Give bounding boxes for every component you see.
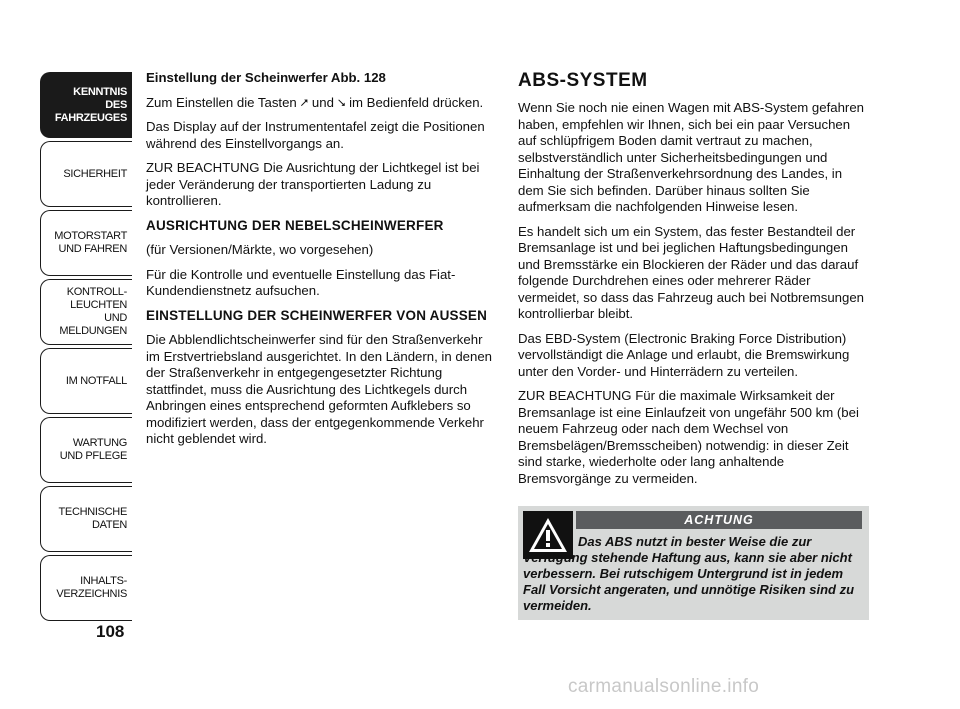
watermark: carmanualsonline.info [568,676,760,697]
paragraph-tasten: Zum Einstellen die Tasten ⭧ und ⭨ im Bedienfeld drücken. [146,94,484,110]
section-heading-aussen: EINSTELLUNG DER SCHEINWERFER VON AUSSEN [146,307,488,323]
tab-kontrollleuchten[interactable]: KONTROLL- LEUCHTEN UND MELDUNGEN [40,279,132,345]
page-number: 108 [96,622,125,641]
paragraph-abs-system: Es handelt sich um ein System, das fester Bestandteil der Bremsanlage ist und bei jeglichen Haftungsbedingungen und Bremsstärke ein Blockieren der Räder und das darauf folgende Durchdrehen eines oder mehrerer Räder vermeidet, so dass das Fahrzeug auch bei Notbremsungen kontrollierbar bleibt. [518,223,864,321]
section-heading-nebelscheinwerfer: AUSRICHTUNG DER NEBELSCHEINWERFER [146,217,444,233]
right-column [518,70,870,495]
paragraph-abblendlicht: Die Abblendlichtscheinwerfer sind für den Straßenverkehr im Erstvertriebsland ausgerichtet. In den Ländern, in denen der Straßenverkehr in entgegengesetzter Richtung stattfindet, muss die Ausrichtung des Lichtkegels durch Anbringen eines entsprechend geformten Aufklebers so modifiziert werden, dass der entgegenkommende Verkehr nicht geblendet wird. [146,332,493,446]
paragraph-kundendienst: Für die Kontrolle und eventuelle Einstellung das Fiat-Kundendienstnetz aufsuchen. [146,266,456,298]
tab-kenntnis[interactable]: KENNTNIS DES FAHRZEUGES [40,72,132,138]
tab-motorstart[interactable]: MOTORSTART UND FAHREN [40,210,132,276]
tab-im-notfall[interactable]: IM NOTFALL [40,348,132,414]
warning-text: Das ABS nutzt in bester Weise die zur Verfügung stehende Haftung aus, kann sie aber nicht verbessern. Bei rutschigem Untergrund ist in jedem Fall Vorsicht angeraten, und unnötige Risiken sind zu vermeiden. [523,534,855,613]
headlight-down-icon: ⭨ [337,95,346,110]
paragraph-display: Das Display auf der Instrumententafel zeigt die Positionen während des Einstellvorgangs an. [146,119,485,151]
warning-title: ACHTUNG [576,511,862,529]
tab-wartung[interactable]: WARTUNG UND PFLEGE [40,417,132,483]
tab-technische-daten[interactable]: TECHNISCHE DATEN [40,486,132,552]
warning-box [518,506,869,620]
paragraph-ebd: Das EBD-System (Electronic Braking Force Distribution) vervollständigt die Anlage und erlaubt, die Bremswirkung unter den Vorder- und Hinterrädern zu verteilen. [518,330,850,379]
section-heading-abs: ABS-SYSTEM [518,70,648,91]
tab-inhaltsverzeichnis[interactable]: INHALTS- VERZEICHNIS [40,555,132,621]
paragraph-abs-intro: Wenn Sie noch nie einen Wagen mit ABS-System gefahren haben, empfehlen wir Ihnen, sich bei ein paar Versuchen auf schlüpfrigem Boden damit vertraut zu machen, selbstverständlich unter Sicherheitsbedingungen und Einhaltung der Straßenverkehrsordnung des Landes, in dem Sie sich befinden. Darüber hinaus sollten Sie aufmerksam die nachfolgenden Hinweise lesen. [518,100,864,214]
left-column [146,70,494,456]
section-heading-scheinwerfer: Einstellung der Scheinwerfer Abb. 128 [146,70,386,85]
chapter-sidebar [40,72,132,624]
headlight-up-icon: ⭧ [300,95,309,110]
paragraph-beachtung-bremsen: ZUR BEACHTUNG Für die maximale Wirksamkeit der Bremsanlage ist eine Einlaufzeit von ungefähr 500 km (bei neuem Fahrzeug oder nach dem Wechsel von Bremsbelägen/Bremsscheiben) notwendig: in dieser Zeit sind starke, wiederholte oder lang anhaltende Bremsvorgänge zu vermeiden. [518,388,859,486]
paragraph-beachtung-ladung: ZUR BEACHTUNG Die Ausrichtung der Lichtkegel ist bei jeder Veränderung der transportierten Ladung zu kontrollieren. [146,160,480,208]
tab-sicherheit[interactable]: SICHERHEIT [40,141,132,207]
section-subheading-versionen: (für Versionen/Märkte, wo vorgesehen) [146,242,374,257]
